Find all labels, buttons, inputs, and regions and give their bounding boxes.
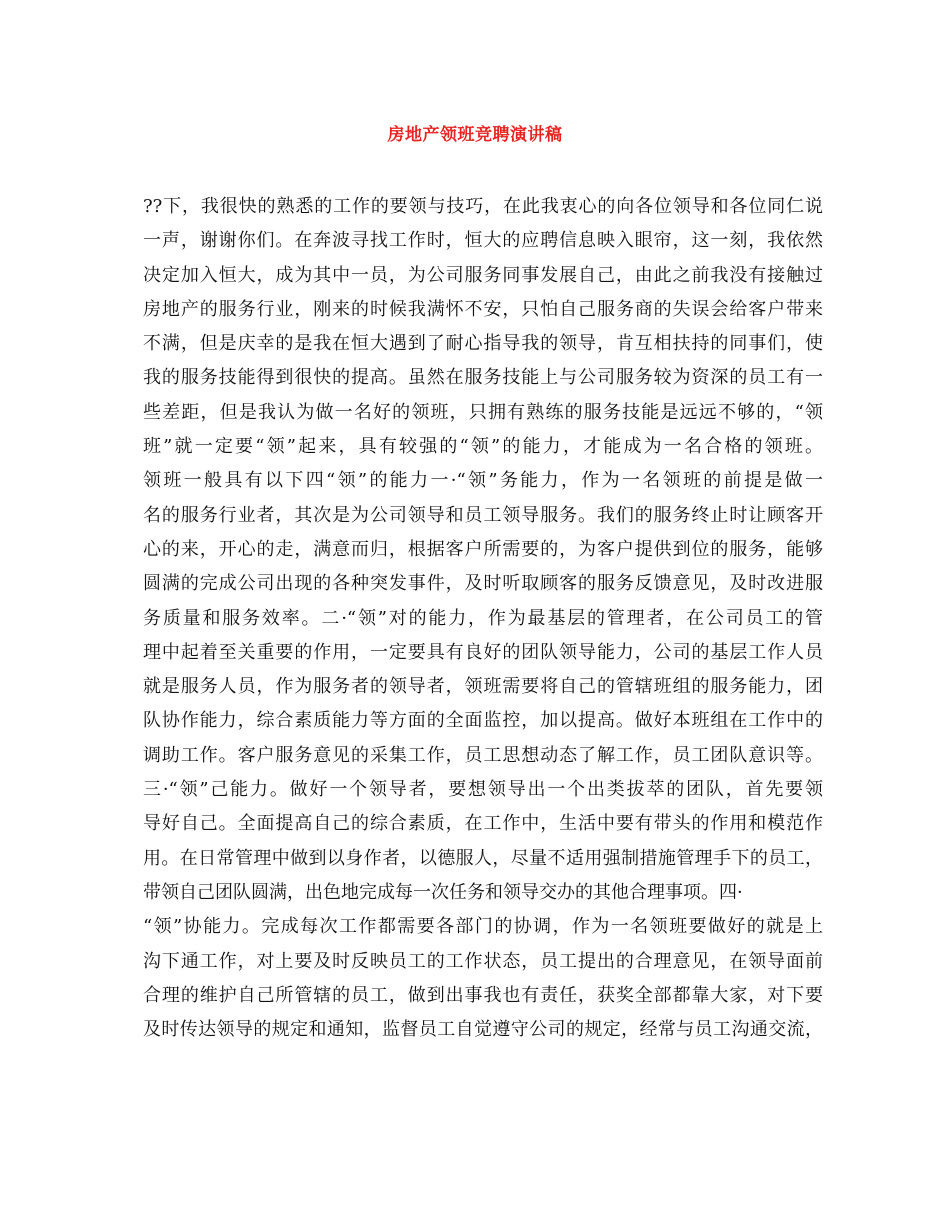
body-line: 导好自己。全面提高自己的综合素质，在工作中，生活中要有带头的作用和模范作: [143, 813, 823, 835]
body-line: 带领自己团队圆满，出色地完成每一次任务和领导交办的其他合理事项。四·: [143, 881, 743, 903]
body-line: 我的服务技能得到很快的提高。虽然在服务技能上与公司服务较为资深的员工有一: [143, 367, 823, 389]
body-line: 圆满的完成公司出现的各种突发事件，及时听取顾客的服务反馈意见，及时改进服: [143, 573, 823, 595]
body-line: “领”协能力。完成每次工作都需要各部门的协调，作为一名领班要做好的就是上: [143, 916, 823, 938]
body-line: 些差距，但是我认为做一名好的领班，只拥有熟练的服务技能是远远不够的，“领: [143, 401, 823, 423]
body-line: 三·“领”己能力。做好一个领导者，要想领导出一个出类拔萃的团队，首先要领: [143, 779, 823, 801]
body-line: 房地产的服务行业，刚来的时候我满怀不安，只怕自己服务商的失误会给客户带来: [143, 298, 823, 320]
body-line: 班”就一定要“领”起来，具有较强的“领”的能力，才能成为一名合格的领班。: [143, 436, 823, 458]
body-line: 一声，谢谢你们。在奔波寻找工作时，恒大的应聘信息映入眼帘，这一刻，我依然: [143, 230, 823, 252]
document-title: 房地产领班竞聘演讲稿: [387, 125, 563, 145]
document-body: [143, 190, 823, 1047]
body-line: 心的来，开心的走，满意而归，根据客户所需要的，为客户提供到位的服务，能够: [143, 538, 823, 560]
body-line: 调助工作。客户服务意见的采集工作，员工思想动态了解工作，员工团队意识等。: [143, 744, 823, 766]
body-line: 务质量和服务效率。二·“领”对的能力，作为最基层的管理者，在公司员工的管: [143, 607, 823, 629]
body-line: 合理的维护自己所管辖的员工，做到出事我也有责任，获奖全部都靠大家，对下要: [143, 984, 823, 1006]
body-line: 及时传达领导的规定和通知，监督员工自觉遵守公司的规定，经常与员工沟通交流，: [143, 1019, 823, 1041]
body-line: 领班一般具有以下四“领”的能力一·“领”务能力，作为一名领班的前提是做一: [143, 470, 823, 492]
body-line: 就是服务人员，作为服务者的领导者，领班需要将自己的管辖班组的服务能力，团: [143, 676, 823, 698]
body-line: 队协作能力，综合素质能力等方面的全面监控，加以提高。做好本班组在工作中的: [143, 710, 823, 732]
body-line: 理中起着至关重要的作用，一定要具有良好的团队领导能力，公司的基层工作人员: [143, 641, 823, 663]
body-line: ??下，我很快的熟悉的工作的要领与技巧，在此我衷心的向各位领导和各位同仁说: [143, 196, 823, 217]
body-line: 沟下通工作，对上要及时反映员工的工作状态，员工提出的合理意见，在领导面前: [143, 950, 823, 972]
body-line: 名的服务行业者，其次是为公司领导和员工领导服务。我们的服务终止时让顾客开: [143, 504, 823, 526]
body-line: 用。在日常管理中做到以身作者，以德服人，尽量不适用强制措施管理手下的员工，: [143, 847, 823, 869]
body-line: 不满，但是庆幸的是我在恒大遇到了耐心指导我的领导，肯互相扶持的同事们，使: [143, 333, 823, 355]
body-line: 决定加入恒大，成为其中一员，为公司服务同事发展自己，由此之前我没有接触过: [143, 264, 823, 286]
